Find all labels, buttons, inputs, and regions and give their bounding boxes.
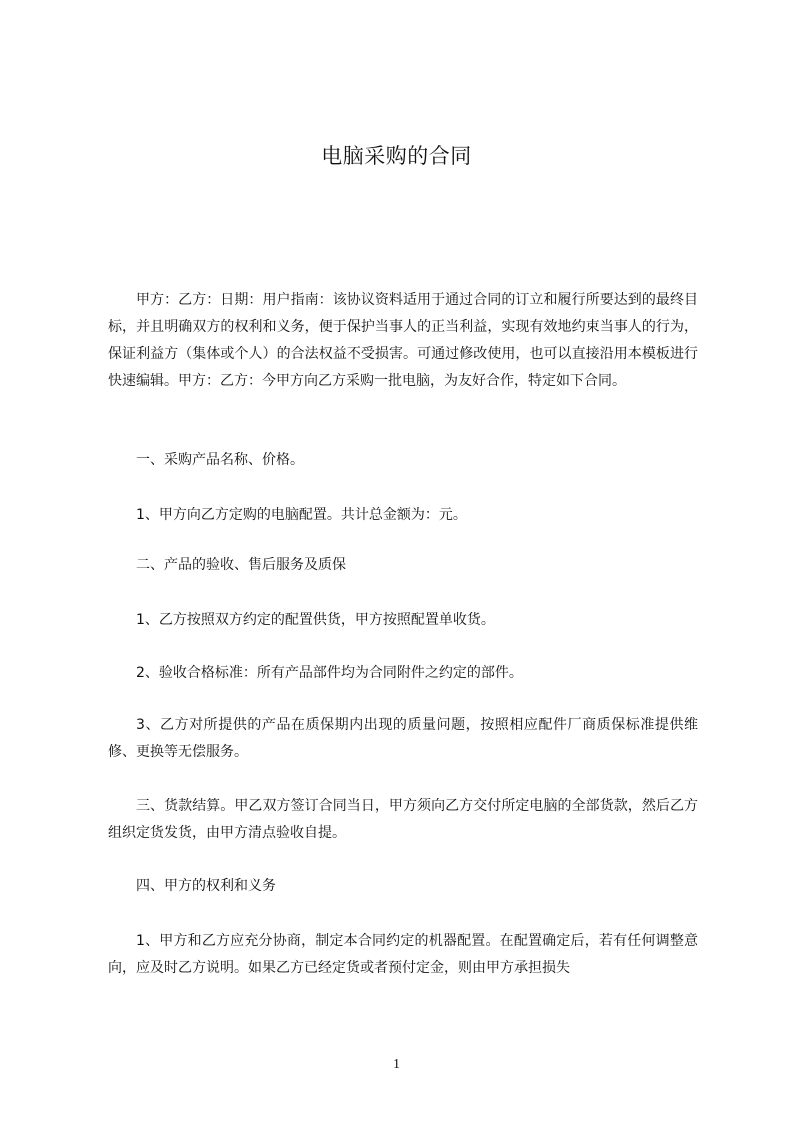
clause-2-2: 2、验收合格标准：所有产品部件均为合同附件之约定的部件。: [136, 665, 523, 681]
section-3-payment: 三、货款结算。甲乙双方签订合同当日，甲方须向乙方交付所定电脑的全部货款，然后乙方组织定货发货，由甲方清点验收自提。: [108, 798, 698, 841]
intro-paragraph: 甲方：乙方：日期：用户指南：该协议资料适用于通过合同的订立和履行所要达到的最终目标，并且明确双方的权利和义务，便于保护当事人的正当利益，实现有效地约束当事人的行为，保证利益方（集体或个人）的合法权益不受损害。可通过修改使用，也可以直接沿用本模板进行快速编辑。甲方：乙方：今甲方向乙方采购一批电脑，为友好合作，特定如下合同。: [108, 292, 698, 389]
document-title: 电脑采购的合同: [321, 144, 472, 168]
clause-4-1: 1、甲方和乙方应充分协商，制定本合同约定的机器配置。在配置确定后，若有任何调整意向，应及时乙方说明。如果乙方已经定货或者预付定金，则由甲方承担损失: [108, 933, 698, 976]
section-heading-2: 二、产品的验收、售后服务及质保: [136, 557, 346, 573]
section-heading-4: 四、甲方的权利和义务: [136, 878, 276, 894]
clause-1-1: 1、甲方向乙方定购的电脑配置。共计总金额为：元。: [136, 507, 467, 523]
section-heading-1: 一、采购产品名称、价格。: [136, 452, 304, 468]
clause-2-3: 3、乙方对所提供的产品在质保期内出现的质量问题，按照相应配件厂商质保标准提供维修、更换等无偿服务。: [108, 717, 698, 760]
page-number: 1: [393, 1057, 400, 1072]
clause-2-1: 1、乙方按照双方约定的配置供货，甲方按照配置单收货。: [136, 612, 495, 628]
